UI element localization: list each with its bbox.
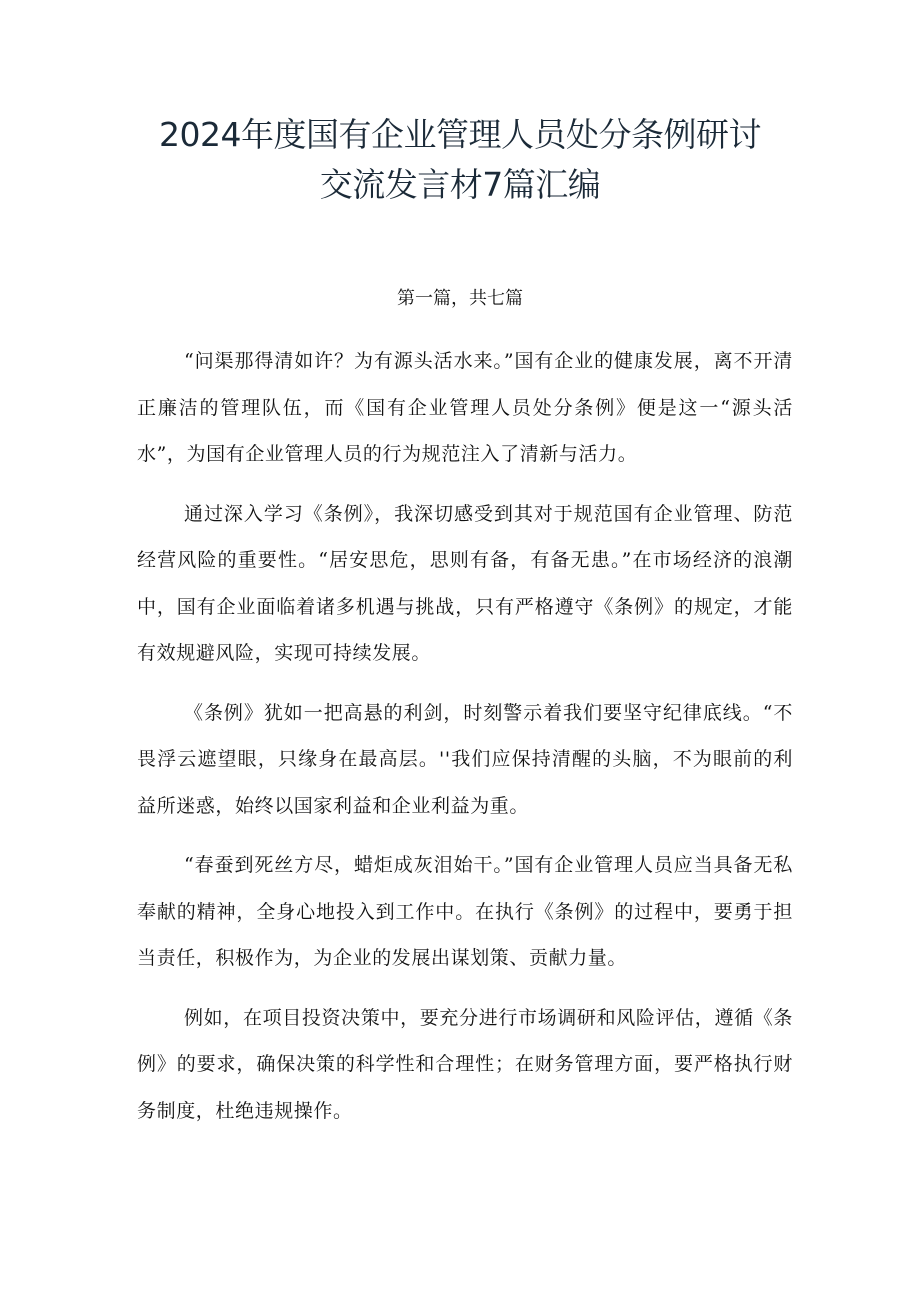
paragraph-2: 通过深入学习《条例》，我深切感受到其对于规范国有企业管理、防范经营风险的重要性。“居安思危，思则有备，有备无患。”在市场经济的浪潮中，国有企业面临着诸多机遇与挑战，只有严格遵守《条例》的规定，才能有效规避风险，实现可持续发展。 [137,502,793,664]
document-title [100,110,820,210]
document-body [137,338,793,1147]
paragraph-5: 例如，在项目投资决策中，要充分进行市场调研和风险评估，遵循《条例》的要求，确保决策的科学性和合理性；在财务管理方面，要严格执行财务制度，杜绝违规操作。 [137,1006,793,1122]
paragraph-4: “春蚕到死丝方尽，蜡炬成灰泪始干。”国有企业管理人员应当具备无私奉献的精神，全身心地投入到工作中。在执行《条例》的过程中，要勇于担当责任，积极作为，为企业的发展出谋划策、贡献力量。 [137,854,793,969]
paragraph-3: 《条例》犹如一把高悬的利剑，时刻警示着我们要坚守纪律底线。“不畏浮云遮望眼，只缘身在最高层。''我们应保持清醒的头脑，不为眼前的利益所迷惑，始终以国家利益和企业利益为重。 [137,701,793,817]
document-title-line-2: 交流发言材7篇汇编 [319,165,601,204]
paragraph-1: “问渠那得清如许？为有源头活水来。”国有企业的健康发展，离不开清正廉洁的管理队伍，而《国有企业管理人员处分条例》便是这一“源头活水”，为国有企业管理人员的行为规范注入了清新与活力。 [137,350,793,465]
section-heading: 第一篇，共七篇 [397,288,523,309]
document-title-line-1: 2024年度国有企业管理人员处分条例研讨 [159,115,761,154]
